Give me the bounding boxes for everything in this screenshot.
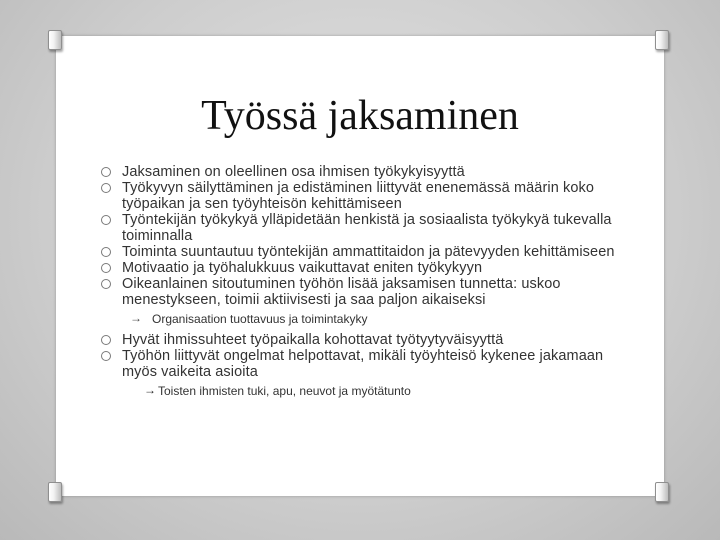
sub-bullet-text: Toisten ihmisten tuki, apu, neuvot ja myötätunto bbox=[158, 384, 411, 398]
bullet-circle-icon bbox=[101, 215, 111, 225]
bullet-item bbox=[100, 276, 620, 308]
bullet-item bbox=[100, 164, 620, 180]
bullet-list bbox=[100, 164, 620, 404]
pin-top-left bbox=[48, 30, 62, 50]
arrow-right-icon: → bbox=[130, 311, 142, 325]
bullet-circle-icon bbox=[101, 279, 111, 289]
bullet-text: Motivaatio ja työhalukkuus vaikuttavat eniten työkykyyn bbox=[122, 260, 483, 276]
bullet-circle-icon bbox=[101, 351, 111, 361]
pin-top-right bbox=[655, 30, 669, 50]
bullet-item bbox=[100, 244, 620, 260]
bullet-text: Työntekijän työkykyä ylläpidetään henkistä ja sosiaalista työkykyä tukevalla toiminnalla bbox=[122, 212, 612, 244]
bullet-circle-icon bbox=[101, 263, 111, 273]
bullet-circle-icon bbox=[101, 167, 111, 177]
bullet-item bbox=[100, 180, 620, 212]
pin-bottom-right bbox=[655, 482, 669, 502]
sub-bullet-text: Organisaation tuottavuus ja toimintakyky bbox=[152, 312, 368, 326]
bullet-text: Jaksaminen on oleellinen osa ihmisen työkykyisyyttä bbox=[122, 164, 465, 180]
bullet-item bbox=[100, 212, 620, 244]
bullet-text: Työhön liittyvät ongelmat helpottavat, mikäli työyhteisö kykenee jakamaan myös vaikeita asioita bbox=[122, 348, 604, 380]
arrow-right-icon: → bbox=[144, 383, 156, 397]
bullet-circle-icon bbox=[101, 247, 111, 257]
slide-title: Työssä jaksaminen bbox=[201, 93, 519, 139]
bullet-text: Oikeanlainen sitoutuminen työhön lisää jaksamisen tunnetta: uskoo menestykseen, toimii aktiivisesti ja saa paljon aikaiseksi bbox=[122, 276, 561, 308]
bullet-item bbox=[100, 348, 620, 380]
bullet-circle-icon bbox=[101, 335, 111, 345]
sub-bullet bbox=[100, 312, 620, 326]
bullet-item bbox=[100, 260, 620, 276]
bullet-circle-icon bbox=[101, 183, 111, 193]
bullet-text: Toiminta suuntautuu työntekijän ammattitaidon ja pätevyyden kehittämiseen bbox=[122, 244, 615, 260]
sub-bullet bbox=[100, 384, 620, 398]
bullet-text: Hyvät ihmissuhteet työpaikalla kohottavat työtyytyväisyyttä bbox=[122, 332, 504, 348]
bullet-text: Työkyvyn säilyttäminen ja edistäminen liittyvät enenemässä määrin koko työpaikan ja sen työyhteisön kehittämiseen bbox=[122, 180, 595, 212]
pin-bottom-left bbox=[48, 482, 62, 502]
bullet-item bbox=[100, 332, 620, 348]
